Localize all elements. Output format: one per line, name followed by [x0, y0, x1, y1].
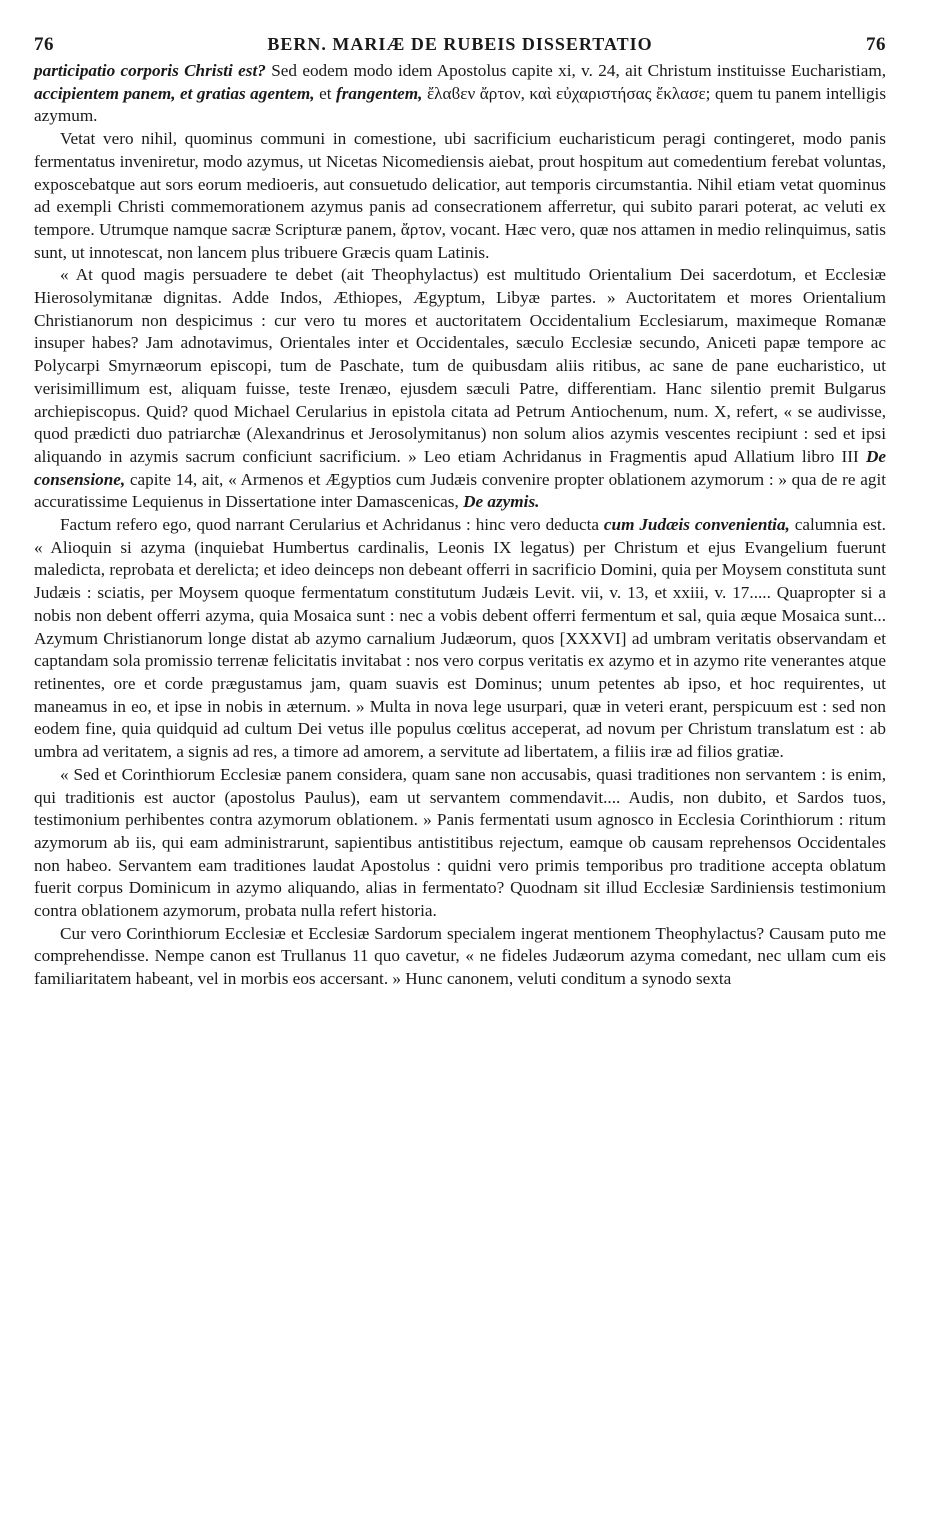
paragraph [34, 60, 886, 128]
text-run: Cur vero Corinthiorum Ecclesiæ et Ecclesiæ Sardorum specialem ingerat mentionem Theophylactus? Causam puto me comprehendisse. Nempe canon est Trullanus 11 quo cavetur, « ne fideles Judæorum azyma comedant, nec ullam cum eis familiaritatem habeant, vel in morbis eos accersant. » Hunc canonem, veluti conditum a synodo sexta [34, 923, 886, 989]
text-run: Vetat vero nihil, quominus communi in comestione, ubi sacrificium eucharisticum peragi contingeret, modo panis fermentatus inveniretur, modo azymus, ut Nicetas Nicomediensis aiebat, prout hospitum aut comedentium ferebat voluntas, exposcebatque aut sors eorum medioeris, aut consuetudo delicatior, aut temporis circumstantia. Nihil etiam vetat quominus ad exempli Christi commemorationem azymus panis ad consecrationem afferretur, qui subito parari poterat, ac veluti ex tempore. Utrumque namque sacræ Scripturæ panem, ἄρτον, vocant. Hæc vero, quæ nos attamen in medio relinquimus, satis sunt, ut innotescat, non lancem plus tribuere Græcis quam Latinis. [34, 129, 886, 262]
text-run: capite 14, ait, « Armenos et Ægyptios cum Judæis convenire propter oblationem azymorum : » qua de re agit accuratissime Lequienus in Dissertatione inter Damascenicas, [34, 469, 886, 512]
paragraph [34, 128, 886, 264]
running-title: BERN. MARIÆ DE RUBEIS DISSERTATIO [267, 34, 653, 54]
emphasis-text: frangentem, [336, 83, 423, 103]
paragraph [34, 264, 886, 514]
emphasis-text: De consensione, [34, 446, 886, 489]
paragraph [34, 514, 886, 764]
body-text [34, 60, 886, 991]
text-run: Factum refero ego, quod narrant Cerularius et Achridanus : hinc vero deducta [60, 515, 604, 535]
emphasis-text: participatio corporis Christi est? [34, 61, 266, 80]
text-run: calumnia est. « Alioquin si azyma (inquiebat Humbertus cardinalis, Leonis IX legatus) per Christum et ejus Evangelium fuerunt maledicta, reprobata et derelicta; et ideo deinceps non debeant offerri in sacrificio Domini, quia per Moysem constituta sunt Judæis : sciatis, per Moysem quoque fermentatum constitutum Judæis Levit. vii, v. 13, et xxiii, v. 17..... Quapropter si a nobis non debent offerri azyma, quia Mosaica sunt : nec a vobis debent offerri fermentum et sal, quia æque Mosaica sunt... Azymum Christianorum longe distat ab azymo carnalium Judæorum, quos [XXXVI] ad umbram veritatis observandam et captandam sola promissio terrenæ felicitatis invitabat : nos vero corpus veritatis ex azymo et in azymo rite venerantes atque retinentes, ore et corde prægustamus jam, quam suavis est Dominus; unum petentes ab ipso, et hoc requirentes, ut maneamus in eo, et ipse in nobis in æternum. » Multa in nova lege usurpari, quæ in veteri erant, perspicuum est : sed non eodem fine, quia quidquid ad cultum Dei vetus ille populus cœlitus acceperat, ad novum per Christum translatum est : ab umbra ad veritatem, a signis ad res, a timore ad amorem, a servitute ad libertatem, a filiis iræ ad filios gratiæ. [34, 515, 886, 762]
paragraph [34, 923, 886, 991]
emphasis-text: accipientem panem, et gratias agentem, [34, 83, 315, 103]
paragraph [34, 764, 886, 923]
running-head [34, 34, 886, 56]
text-run: Sed eodem modo idem Apostolus capite xi, v. 24, ait Christum instituisse Eucharistiam, [265, 61, 887, 80]
emphasis-text: De azymis. [463, 492, 540, 512]
page-number-right: 76 [866, 34, 886, 55]
page-number-left: 76 [34, 34, 54, 55]
text-run: « Sed et Corinthiorum Ecclesiæ panem considera, quam sane non accusabis, quasi traditiones non servantem : is enim, qui traditionis est auctor (apostolus Paulus), eam ut servantem commendavit.... Audis, non dubito, et Sardos tuos, testimonium perhibentes contra azymorum oblationem. » Panis fermentati usum agnosco in Ecclesia Corinthiorum : ritum azymorum ab iis, qui eam administrarunt, sapientibus antistitibus rejectum, eamque ob causam reprehensos Occidentales non habeo. Servantem eam traditiones laudat Apostolus : quidni vero primis temporibus pro traditione accepta oblatum fuerit corpus Dominicum in azymo aliquando, alias in fermentato? Quodnam sit illud Ecclesiæ Sardiniensis testimonium contra oblationem azymorum, probata nulla refert historia. [34, 764, 886, 921]
text-run: et [314, 83, 337, 103]
text-run: ἔλαϐεν ἄρτον, καὶ εὐχαριστήσας ἔκλασε; quem tu panem intelligis azymum. [34, 83, 887, 126]
text-run: « At quod magis persuadere te debet (ait Theophylactus) est multitudo Orientalium Dei sacerdotum, et Ecclesiæ Hierosolymitanæ dignitas. Adde Indos, Æthiopes, Ægyptum, Libyæ partes. » Auctoritatem et mores Orientalium Christianorum non despicimus : cur vero tu mores et auctoritatem Occidentalium Ecclesiarum, maximeque Romanæ insuper habes? Jam adnotavimus, Orientales inter et Occidentales, sæculo Ecclesiæ secundo, Aniceti papæ tempore ac Polycarpi Smyrnæorum episcopi, tum de Paschate, tum de quibusdam aliis ritibus, ac sane de pane eucharistico, ut verisimillimum est, aliquam fuisse, teste Irenæo, ejusdem sæculi Patre, differentiam. Hanc silentio premit Bulgarus archiepiscopus. Quid? quod Michael Cerularius in epistola citata ad Petrum Antiochenum, num. X, refert, « se audivisse, quod prædicti duo patriarchæ (Alexandrinus et Jerosolymitanus) non solum alios azymis vescentes recipiunt : sed et ipsi aliquando in azymis sacrum conficiunt sacrificium. » Leo etiam Achridanus in Fragmentis apud Allatium libro III [34, 265, 886, 466]
emphasis-text: cum Judæis convenientia, [603, 515, 790, 535]
